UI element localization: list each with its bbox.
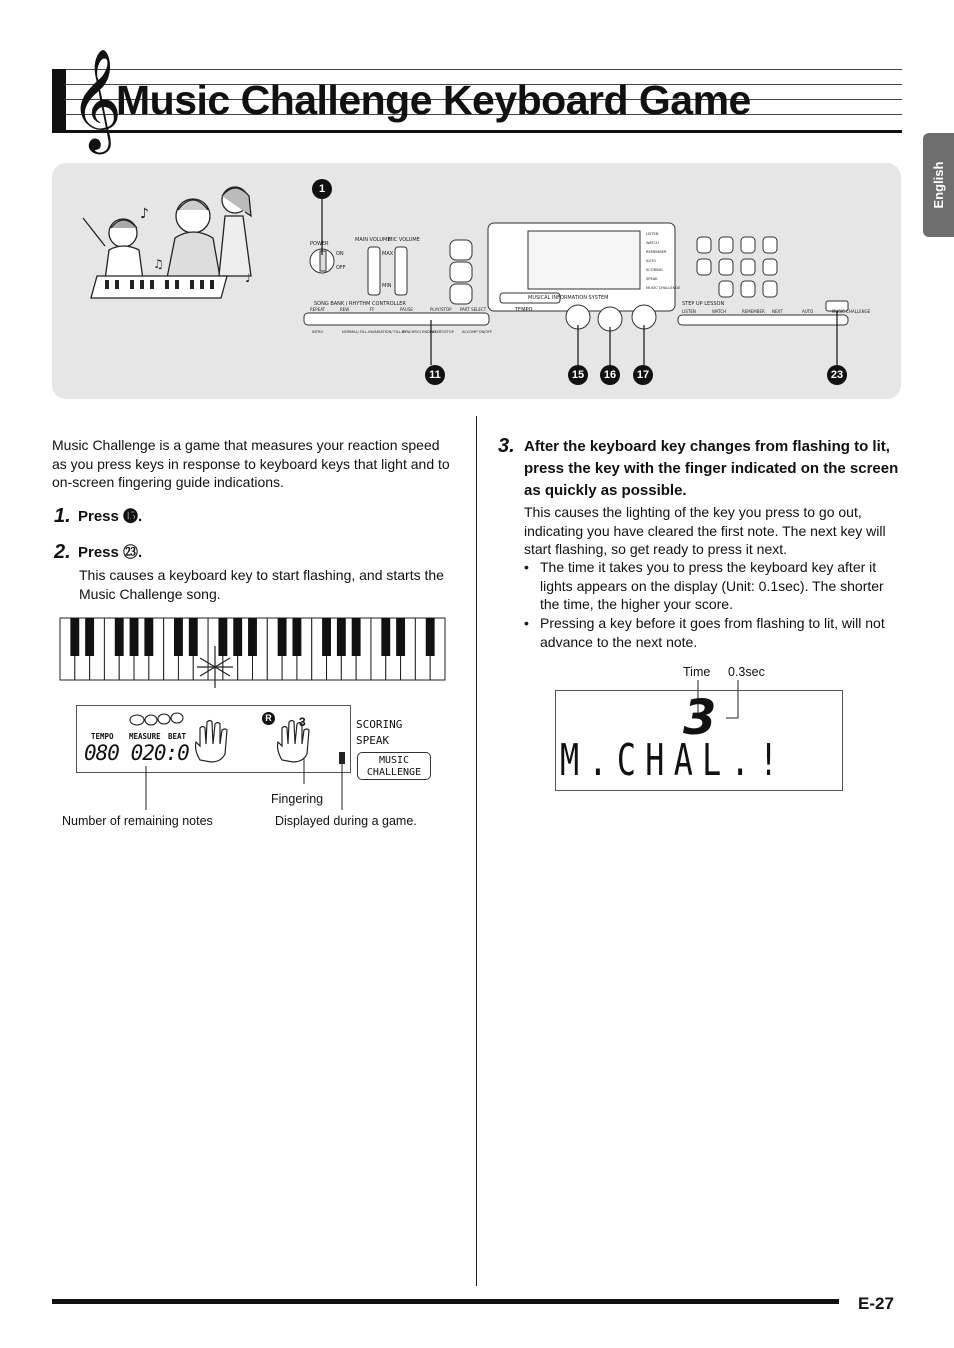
bullet-dot: •: [524, 615, 529, 631]
remaining-notes-annotation: Number of remaining notes: [62, 814, 213, 828]
speak-label: SPEAK: [356, 734, 390, 747]
callout-15: 15: [568, 365, 588, 385]
lcd-menu-label: SCORING: [646, 268, 663, 272]
panel-stepup-label: STEP UP LESSON: [682, 301, 725, 307]
piano-keyboard: [60, 618, 446, 690]
step-2-description: This causes a keyboard key to start flashing, and starts the Music Challenge song.: [79, 567, 444, 602]
staff-line: [66, 69, 902, 70]
black-key: [426, 618, 435, 656]
music-challenge-indicator: [357, 752, 431, 780]
black-key: [115, 618, 124, 656]
black-key: [70, 618, 79, 656]
svg-text:♩: ♩: [245, 271, 251, 285]
panel-min-label: MIN: [382, 283, 392, 289]
finger-number: 3: [299, 715, 306, 729]
fingering-annotation: Fingering: [271, 792, 324, 806]
message-display: M.CHAL.!: [560, 735, 788, 786]
treble-clef-icon: 𝄞: [70, 47, 123, 150]
footer-rule: [52, 1299, 839, 1304]
step-2-text: Press ㉓.: [78, 544, 143, 561]
annotation-leader-lines: [140, 740, 360, 812]
page-title: Music Challenge Keyboard Game: [116, 77, 751, 123]
right-hand-mark: R: [262, 712, 275, 725]
tempo-label: TEMPO: [91, 732, 114, 741]
panel-off-label: OFF: [336, 265, 346, 271]
lcd-menu-label: MUSIC CHALLENGE: [646, 286, 681, 290]
step-3-description: This causes the lighting of the key you press to go out, indicating you have cleared the first note. The next key will start flashing, so get ready to press it next.: [524, 504, 886, 558]
black-key: [233, 618, 242, 656]
family-illustration: [75, 178, 270, 303]
control-button-label: PAUSE: [400, 307, 413, 312]
lesson-button-label: REMEMBER: [742, 309, 765, 314]
black-key: [337, 618, 346, 656]
panel-mic-volume-label: MIC VOLUME: [388, 237, 420, 243]
control-sub-label: START/STOP: [432, 330, 454, 334]
step-3-number: 3.: [498, 435, 515, 457]
lcd-menu-label: WATCH: [646, 241, 659, 245]
lesson-button-label: AUTO: [802, 309, 814, 314]
callout-16: 16: [600, 365, 620, 385]
lesson-button-label: WATCH: [712, 309, 727, 314]
control-button-label: PART SELECT: [460, 307, 487, 312]
header-rule: [52, 130, 902, 133]
black-key: [396, 618, 405, 656]
black-key: [144, 618, 153, 656]
lcd-menu-label: AUTO: [646, 259, 657, 263]
black-key: [248, 618, 257, 656]
black-key: [218, 618, 227, 656]
lcd-menu-label: REMEMBER: [646, 250, 667, 254]
svg-text:♪: ♪: [140, 206, 149, 222]
step-3-text: After the keyboard key changes from flashing to lit, press the key with the finger indicated on the screen as quickly as possible.: [524, 438, 899, 499]
control-button-label: FF: [370, 307, 375, 312]
measure-label: MEASURE: [129, 732, 161, 741]
measure-counter: 080 020:0: [84, 741, 189, 765]
intro-paragraph: Music Challenge is a game that measures your reaction speed as you press keys in response to keyboard keys that light and to on-screen fingering guide indications.: [52, 437, 450, 491]
bullet-1: The time it takes you to press the keyboard key after it lights appears on the display (Unit: 0.1sec). The shorter the time, the higher your score.: [540, 559, 884, 613]
black-key: [174, 618, 183, 656]
panel-on-label: ON: [336, 251, 344, 257]
callout-17: 17: [633, 365, 653, 385]
black-key: [352, 618, 361, 656]
panel-max-label: MAX: [382, 251, 394, 257]
time-label: Time: [683, 665, 711, 679]
control-sub-label: VARIATION/ FILL-IN: [372, 330, 406, 334]
control-sub-label: NORMAL/ FILL-IN: [342, 330, 373, 334]
black-key: [292, 618, 301, 656]
lcd-menu-label: LISTEN: [646, 232, 659, 236]
callout-1: 1: [312, 179, 332, 199]
lcd-menu-label: SPEAK: [646, 277, 658, 281]
control-panel-diagram: [300, 215, 871, 345]
panel-tempo-label: TEMPO: [515, 307, 533, 313]
column-divider: [476, 416, 477, 1286]
callout-11: 11: [425, 365, 445, 385]
time-digit: 3: [683, 690, 717, 746]
black-key: [189, 618, 198, 656]
music-challenge-line2: CHALLENGE: [366, 767, 422, 778]
scoring-label: SCORING: [356, 718, 403, 731]
panel-power-label: POWER: [310, 241, 329, 247]
panel-songbank-label: SONG BANK / RHYTHM CONTROLLER: [314, 301, 406, 307]
during-game-annotation: Displayed during a game.: [275, 814, 417, 828]
panel-main-volume-label: MAIN VOLUME: [355, 237, 391, 243]
page-number: E-27: [858, 1294, 894, 1313]
beat-dots-icon: [128, 712, 188, 728]
beat-label: BEAT: [168, 732, 187, 741]
control-sub-label: SYNCHRO/ ENDING: [402, 330, 437, 334]
black-key: [381, 618, 390, 656]
bullet-dot: •: [524, 559, 529, 575]
step-1-number: 1.: [54, 505, 71, 527]
step-2-number: 2.: [54, 541, 71, 563]
black-key: [130, 618, 139, 656]
language-tab: [923, 133, 954, 237]
seconds-label: 0.3sec: [728, 665, 765, 679]
header-bar: [52, 69, 66, 132]
lesson-button-label: NEXT: [772, 309, 783, 314]
black-key: [322, 618, 331, 656]
lesson-button-label: MUSIC CHALLENGE: [832, 309, 871, 314]
black-key: [85, 618, 94, 656]
music-challenge-line1: MUSIC: [378, 755, 410, 766]
bullet-2: Pressing a key before it goes from flashing to lit, will not advance to the next note.: [540, 615, 885, 650]
black-key: [278, 618, 287, 656]
control-button-label: REW: [340, 307, 350, 312]
panel-mis-label: MUSICAL INFORMATION SYSTEM: [528, 295, 609, 301]
control-sub-label: ACCOMP ON/OFF: [462, 330, 493, 334]
step-1-text: Press ⓯.: [78, 508, 143, 525]
svg-text:♫: ♫: [153, 257, 164, 271]
language-label: English: [931, 161, 946, 209]
lesson-button-label: LISTEN: [682, 309, 696, 314]
control-button-label: PLAY/STOP: [430, 307, 452, 312]
control-sub-label: INTRO: [312, 330, 324, 334]
callout-23: 23: [827, 365, 847, 385]
control-button-label: REPEAT: [310, 307, 326, 312]
